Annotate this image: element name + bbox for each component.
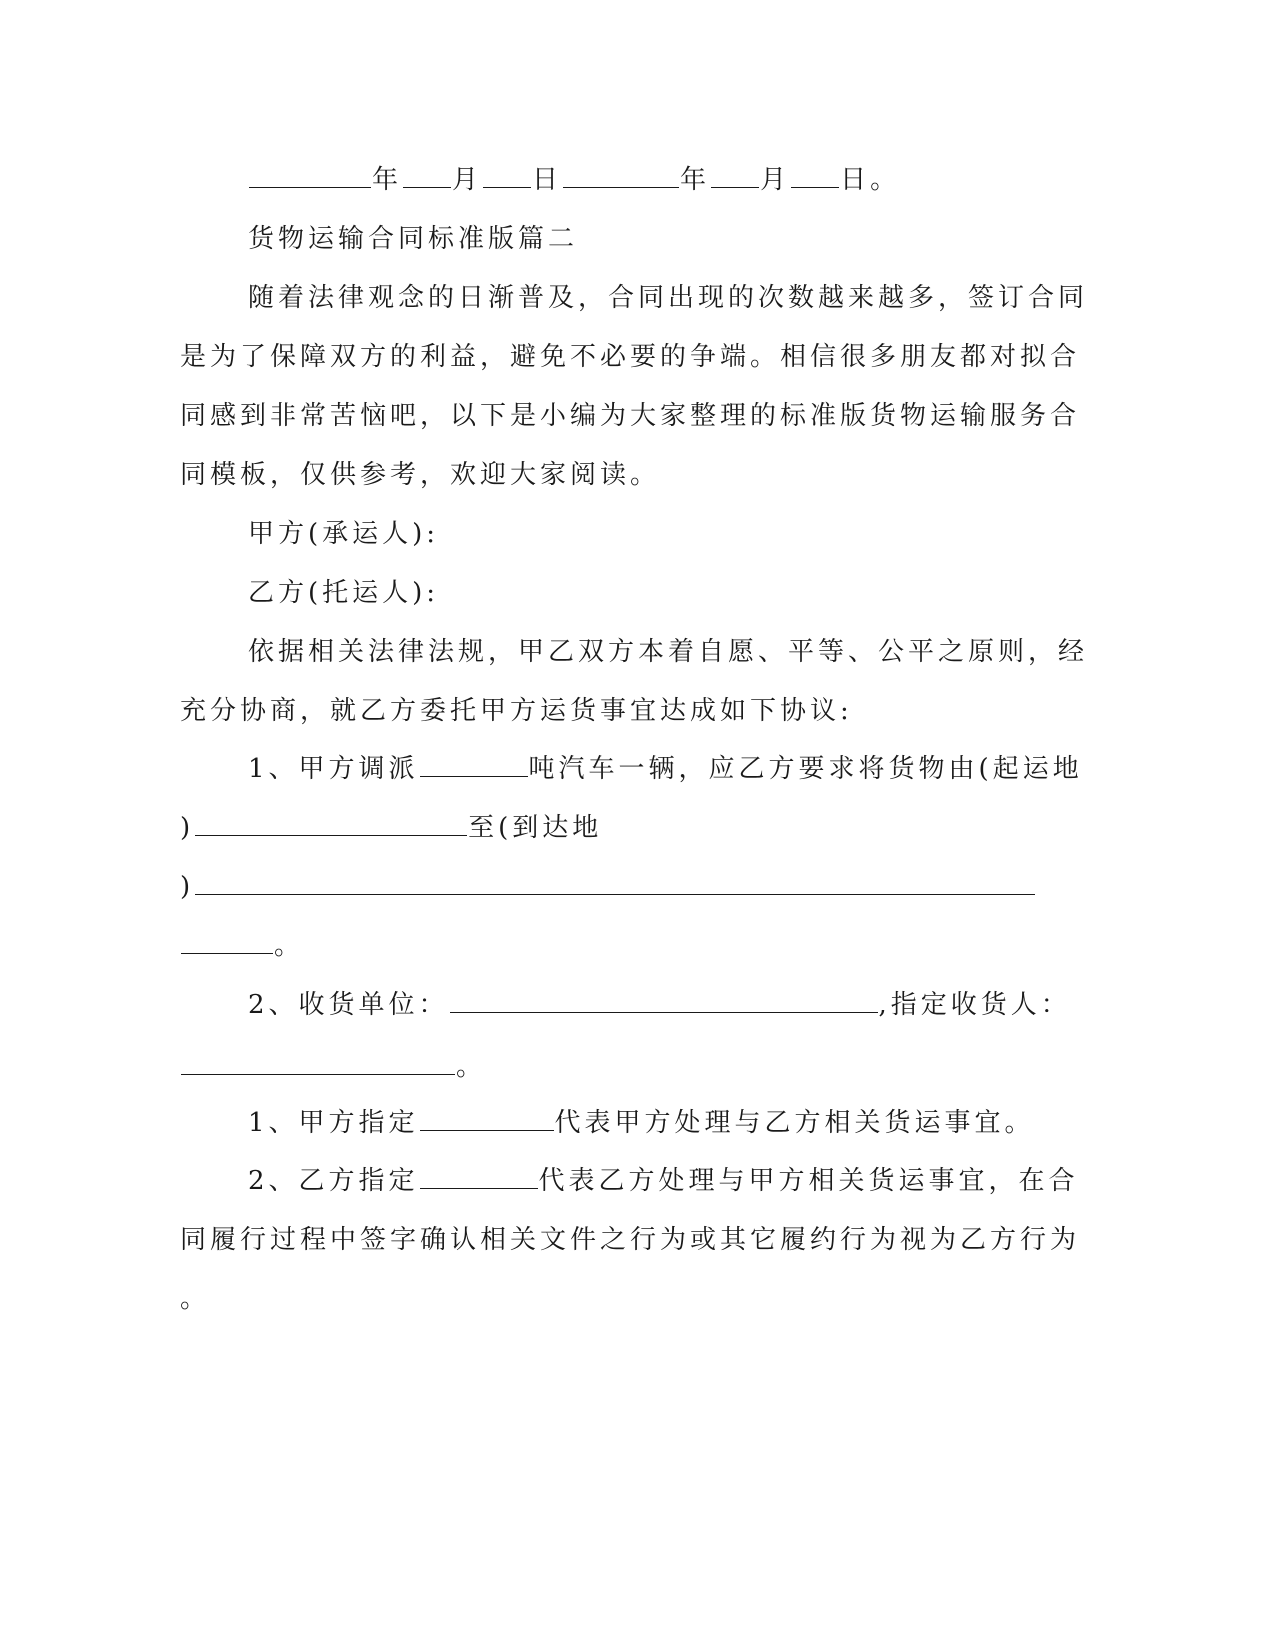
clause-2-line-2 xyxy=(180,1050,1040,1084)
section-title: 货物运输合同标准版篇二 xyxy=(248,224,579,254)
rep-1-line xyxy=(248,1106,1040,1140)
blank-day-2 xyxy=(791,163,839,188)
rep-2-line-1 xyxy=(248,1164,1079,1198)
clause-2-middle: ,指定收货人： xyxy=(878,990,1071,1020)
preamble-line-1: 依据相关法律法规，甲乙双方本着自愿、平等、公平之原则，经 xyxy=(248,637,1089,667)
intro-line-1: 随着法律观念的日渐普及，合同出现的次数越来越多，签订合同 xyxy=(248,283,1089,313)
blank-consignee-person xyxy=(181,1050,455,1075)
date-day-1: 日 xyxy=(532,165,563,195)
preamble-line-2: 充分协商，就乙方委托甲方运货事宜达成如下协议: xyxy=(180,696,853,726)
intro-line-2: 是为了保障双方的利益，避免不必要的争端。相信很多朋友都对拟合 xyxy=(180,342,1081,372)
blank-month-1 xyxy=(403,163,451,188)
blank-month-2 xyxy=(711,163,759,188)
intro-line-3: 同感到非常苦恼吧，以下是小编为大家整理的标准版货物运输服务合 xyxy=(180,401,1081,431)
clause-2-end: 。 xyxy=(456,1052,487,1082)
clause-1-to-dest: 至(到达地 xyxy=(468,813,603,843)
clause-1-line-3 xyxy=(180,870,1040,904)
blank-consignee-unit xyxy=(450,988,878,1013)
rep-2-line-2: 同履行过程中签字确认相关文件之行为或其它履约行为视为乙方行为 xyxy=(180,1225,1081,1255)
rep-2-prefix: 2、乙方指定 xyxy=(248,1166,419,1196)
blank-year-1 xyxy=(249,163,371,188)
blank-destination-cont xyxy=(181,929,273,954)
clause-1-prefix: 1、甲方调派 xyxy=(248,754,419,784)
clause-1-line-1 xyxy=(248,752,1083,786)
date-day-2: 日。 xyxy=(840,165,901,195)
rep-1-prefix: 1、甲方指定 xyxy=(248,1108,419,1138)
blank-rep-a xyxy=(420,1106,554,1131)
blank-destination xyxy=(195,870,1035,895)
clause-2-line-1 xyxy=(248,988,1071,1022)
party-a-line: 甲方(承运人): xyxy=(248,519,440,549)
clause-1-middle: 吨汽车一辆，应乙方要求将货物由(起运地 xyxy=(528,754,1083,784)
rep-1-suffix: 代表甲方处理与乙方相关货运事宜。 xyxy=(554,1108,1035,1138)
date-year-2: 年 xyxy=(680,165,711,195)
blank-tonnage xyxy=(420,752,528,777)
clause-2-prefix: 2、收货单位： xyxy=(248,990,449,1020)
clause-1-line-2 xyxy=(180,811,1040,845)
clause-1-origin-close: ) xyxy=(180,813,195,843)
blank-rep-b xyxy=(420,1164,538,1189)
party-b-line: 乙方(托运人): xyxy=(248,578,440,608)
clause-1-end: 。 xyxy=(274,931,305,961)
date-month-2: 月 xyxy=(760,165,791,195)
blank-year-2 xyxy=(563,163,679,188)
blank-origin xyxy=(195,811,467,836)
intro-line-4: 同模板，仅供参考，欢迎大家阅读。 xyxy=(180,460,661,490)
rep-2-suffix: 代表乙方处理与甲方相关货运事宜，在合 xyxy=(538,1166,1079,1196)
date-month-1: 月 xyxy=(452,165,483,195)
date-line xyxy=(248,163,1040,197)
rep-2-line-3: 。 xyxy=(180,1284,211,1314)
clause-1-dest-close: ) xyxy=(180,872,195,902)
date-year-1: 年 xyxy=(372,165,403,195)
blank-day-1 xyxy=(483,163,531,188)
clause-1-line-4 xyxy=(180,929,1040,963)
